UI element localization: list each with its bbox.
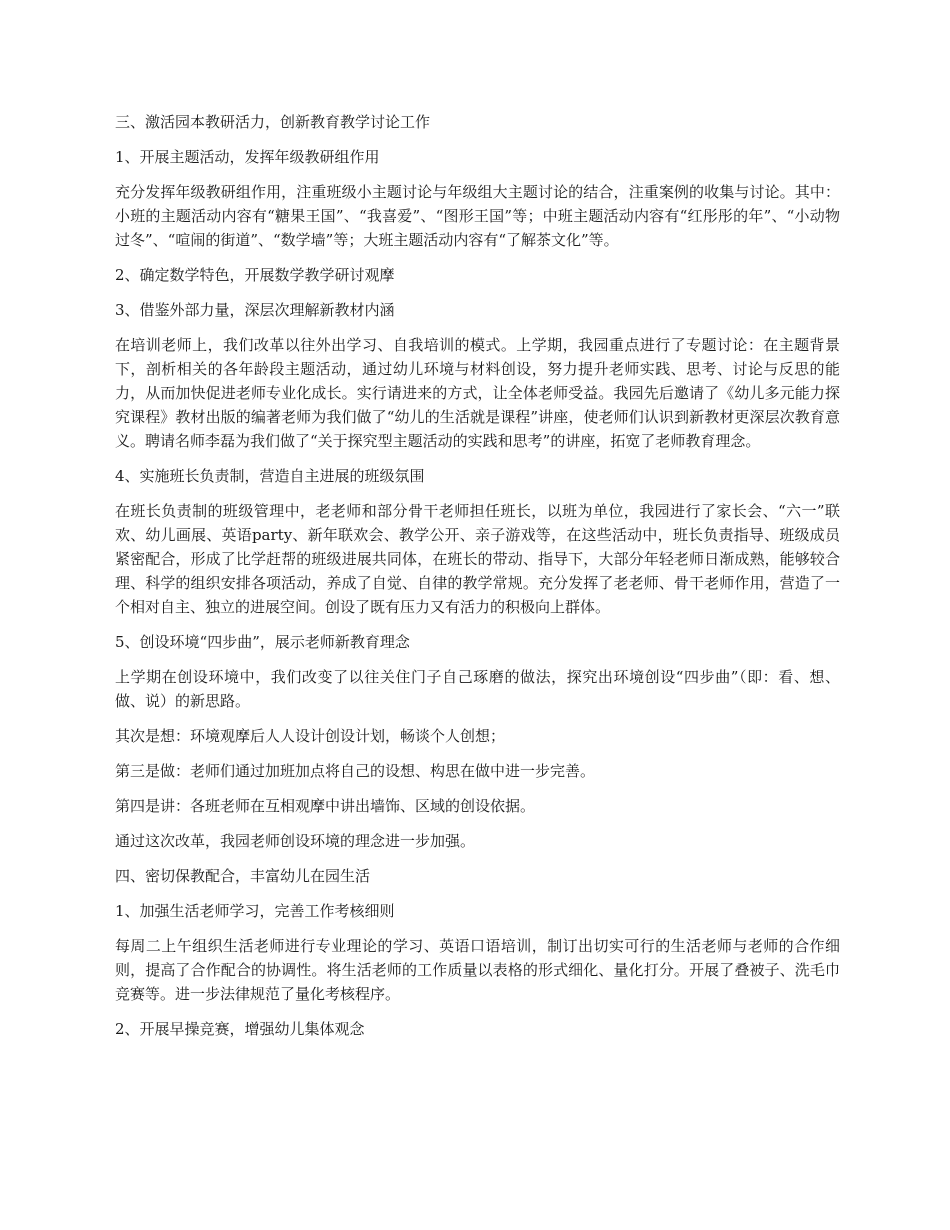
- document-page: [115, 110, 840, 1052]
- subheading-3-4: 4、实施班长负责制，营造自主进展的班级氛围: [115, 467, 425, 485]
- body-paragraph: 其次是想：环境观摩后人人设计创设计划，畅谈个人创想；: [115, 727, 506, 745]
- body-paragraph: 第四是讲：各班老师在互相观摩中讲出墙饰、区域的创设依据。: [115, 797, 536, 815]
- body-paragraph: 充分发挥年级教研组作用，注重班级小主题讨论与年级组大主题讨论的结合，注重案例的收集与讨论。其中：小班的主题活动内容有“糖果王国”、“我喜爱”、“图形王国”等；中班主题活动内容有“红彤彤的年”、“小动物过冬”、“喧闹的街道”、“数学墙”等；大班主题活动内容有“了解茶文化”等。: [115, 183, 840, 249]
- subheading-3-2: 2、确定数学特色，开展数学教学研讨观摩: [115, 266, 395, 284]
- subheading-4-1: 1、加强生活老师学习，完善工作考核细则: [115, 902, 395, 920]
- subheading-4-2: 2、开展早操竞赛，增强幼儿集体观念: [115, 1020, 365, 1038]
- body-paragraph: 第三是做：老师们通过加班加点将自己的设想、构思在做中进一步完善。: [115, 762, 596, 780]
- subheading-3-3: 3、借鉴外部力量，深层次理解新教材内涵: [115, 301, 395, 319]
- section-heading-3: 三、激活园本教研活力，创新教育教学讨论工作: [115, 113, 431, 131]
- subheading-3-5: 5、创设环境“四步曲”，展示老师新教育理念: [115, 633, 410, 651]
- body-paragraph: 在培训老师上，我们改革以往外出学习、自我培训的模式。上学期，我园重点进行了专题讨论：在主题背景下，剖析相关的各年龄段主题活动，通过幼儿环境与材料创设，努力提升老师实践、思考、讨论与反思的能力，从而加快促进老师专业化成长。实行请进来的方式，让全体老师受益。我园先后邀请了《幼儿多元能力探究课程》教材出版的编著老师为我们做了“幼儿的生活就是课程”讲座，使老师们认识到新教材更深层次教育意义。聘请名师李磊为我们做了“关于探究型主题活动的实践和思考”的讲座，拓宽了老师教育理念。: [115, 336, 840, 450]
- body-paragraph: 在班长负责制的班级管理中，老老师和部分骨干老师担任班长，以班为单位，我园进行了家长会、“六一”联欢、幼儿画展、英语party、新年联欢会、教学公开、亲子游戏等，在这些活动中，班长负责指导、班级成员紧密配合，形成了比学赶帮的班级进展共同体，在班长的带动、指导下，大部分年轻老师日渐成熟，能够较合理、科学的组织安排各项活动，养成了自觉、自律的教学常规。充分发挥了老老师、骨干老师作用，营造了一个相对自主、独立的进展空间。创设了既有压力又有活力的积极向上群体。: [115, 502, 840, 616]
- subheading-3-1: 1、开展主题活动，发挥年级教研组作用: [115, 148, 380, 166]
- section-heading-4: 四、密切保教配合，丰富幼儿在园生活: [115, 867, 371, 885]
- body-paragraph: 通过这次改革，我园老师创设环境的理念进一步加强。: [115, 832, 476, 850]
- body-paragraph: 每周二上午组织生活老师进行专业理论的学习、英语口语培训，制订出切实可行的生活老师与老师的合作细则，提高了合作配合的协调性。将生活老师的工作质量以表格的形式细化、量化打分。开展了叠被子、洗毛巾竞赛等。进一步法律规范了量化考核程序。: [115, 937, 840, 1003]
- body-paragraph: 上学期在创设环境中，我们改变了以往关住门子自己琢磨的做法，探究出环境创设“四步曲”（即：看、想、做、说）的新思路。: [115, 668, 840, 710]
